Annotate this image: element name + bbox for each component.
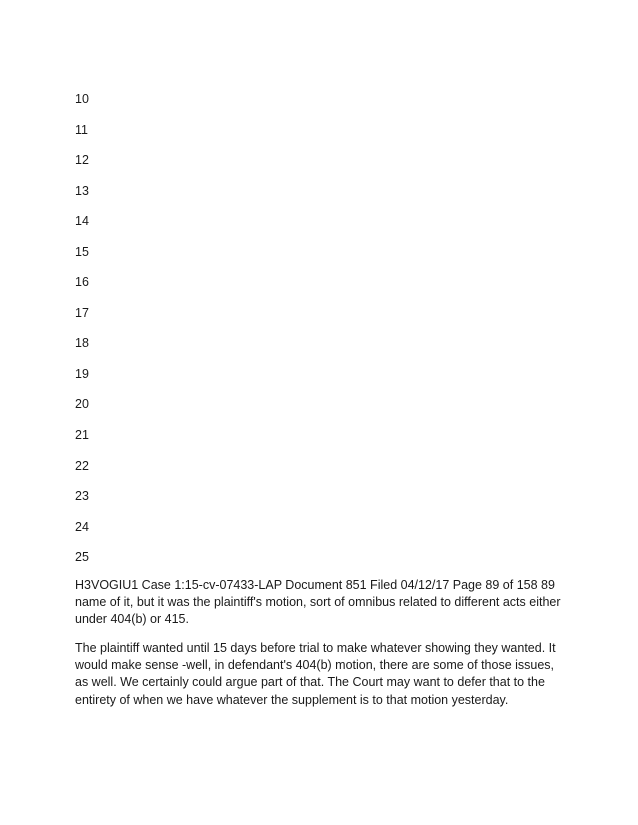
line-number: 14 [75, 214, 89, 229]
line-number: 12 [75, 153, 89, 168]
line-number: 19 [75, 366, 89, 381]
line-number: 17 [75, 305, 89, 320]
document-paragraph-body: The plaintiff wanted until 15 days before trial to make whatever showing they wanted. It would make sense -well, in defendant's 404(b) motion, there are some of those issues, as well. We certainly could argue part of that. The Court may want to defer that to the entirety of when we have whatever the supplement is to that motion yesterday. [75, 641, 556, 707]
line-number: 11 [75, 122, 88, 137]
line-number: 13 [75, 183, 89, 198]
line-number: 23 [75, 489, 89, 504]
line-number: 21 [75, 428, 89, 443]
line-number: 15 [75, 244, 89, 259]
line-number: 16 [75, 275, 89, 290]
document-paragraph-header: H3VOGIU1 Case 1:15-cv-07433-LAP Document 851 Filed 04/12/17 Page 89 of 158 89 name of it, but it was the plaintiff's motion, sort of omnibus related to different acts either under 404(b) or 415. [75, 578, 561, 627]
line-number: 25 [75, 550, 89, 565]
line-number: 18 [75, 336, 89, 351]
line-number: 10 [75, 92, 89, 106]
line-number: 24 [75, 519, 89, 534]
line-number-column [75, 90, 89, 579]
line-number: 22 [75, 458, 89, 473]
line-number: 20 [75, 397, 89, 412]
